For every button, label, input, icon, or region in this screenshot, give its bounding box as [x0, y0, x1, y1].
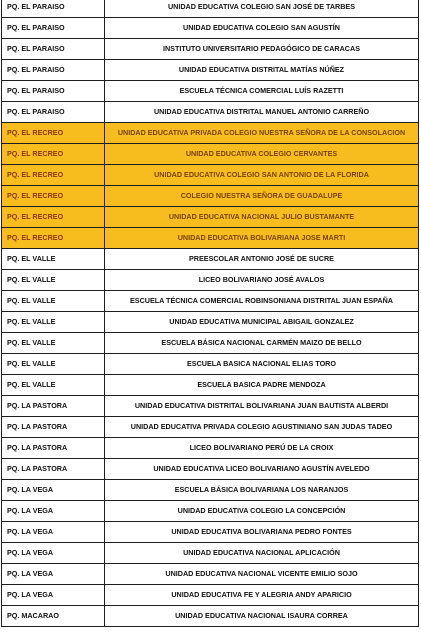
parish-cell: PQ. EL RECREO [2, 186, 105, 207]
school-table [1, 0, 419, 627]
parish-cell: PQ. EL RECREO [2, 207, 105, 228]
table-row [2, 228, 419, 249]
table-row [2, 354, 419, 375]
school-cell: UNIDAD EDUCATIVA LICEO BOLIVARIANO AGUSTÍN AVELEDO [105, 459, 419, 480]
table-row [2, 60, 419, 81]
parish-cell: PQ. EL RECREO [2, 144, 105, 165]
table-row [2, 522, 419, 543]
parish-cell: PQ. LA PASTORA [2, 438, 105, 459]
parish-cell: PQ. LA VEGA [2, 585, 105, 606]
parish-cell: PQ. LA PASTORA [2, 417, 105, 438]
table-row [2, 123, 419, 144]
school-cell: LICEO BOLIVARIANO PERÚ DE LA CROIX [105, 438, 419, 459]
school-cell: ESCUELA TÉCNICA COMERCIAL ROBINSONIANA DISTRITAL JUAN ESPAÑA [105, 291, 419, 312]
school-cell: UNIDAD EDUCATIVA COLEGIO LA CONCEPCIÓN [105, 501, 419, 522]
school-cell: ESCUELA BASICA NACIONAL ELIAS TORO [105, 354, 419, 375]
school-cell: PREESCOLAR ANTONIO JOSÉ DE SUCRE [105, 249, 419, 270]
parish-cell: PQ. MACARAO [2, 606, 105, 627]
school-cell: INSTITUTO UNIVERSITARIO PEDAGÓGICO DE CARACAS [105, 39, 419, 60]
parish-cell: PQ. EL VALLE [2, 270, 105, 291]
parish-cell: PQ. EL RECREO [2, 165, 105, 186]
school-cell: UNIDAD EDUCATIVA NACIONAL ISAURA CORREA [105, 606, 419, 627]
parish-cell: PQ. LA VEGA [2, 480, 105, 501]
parish-cell: PQ. LA VEGA [2, 501, 105, 522]
school-cell: UNIDAD EDUCATIVA PRIVADA COLEGIO AGUSTINIANO SAN JUDAS TADEO [105, 417, 419, 438]
table-row [2, 312, 419, 333]
table-row [2, 81, 419, 102]
parish-cell: PQ. EL PARAISO [2, 0, 105, 18]
school-cell: ESCUELA BÁSICA BOLIVARIANA LOS NARANJOS [105, 480, 419, 501]
parish-cell: PQ. LA VEGA [2, 522, 105, 543]
school-cell: UNIDAD EDUCATIVA DISTRITAL MANUEL ANTONIO CARREÑO [105, 102, 419, 123]
school-cell: UNIDAD EDUCATIVA MUNICIPAL ABIGAIL GONZALEZ [105, 312, 419, 333]
parish-cell: PQ. EL VALLE [2, 354, 105, 375]
school-cell: UNIDAD EDUCATIVA DISTRITAL BOLIVARIANA JUAN BAUTISTA ALBERDI [105, 396, 419, 417]
parish-cell: PQ. EL VALLE [2, 312, 105, 333]
school-cell: UNIDAD EDUCATIVA NACIONAL VICENTE EMILIO SOJO [105, 564, 419, 585]
parish-cell: PQ. LA PASTORA [2, 396, 105, 417]
table-row [2, 606, 419, 627]
table-row [2, 501, 419, 522]
parish-cell: PQ. EL RECREO [2, 228, 105, 249]
table-row [2, 417, 419, 438]
school-cell: UNIDAD EDUCATIVA COLEGIO SAN JOSÉ DE TARBES [105, 0, 419, 18]
parish-cell: PQ. LA VEGA [2, 543, 105, 564]
parish-cell: PQ. LA VEGA [2, 564, 105, 585]
table-row [2, 333, 419, 354]
school-cell: UNIDAD EDUCATIVA NACIONAL JULIO BUSTAMANTE [105, 207, 419, 228]
school-cell: UNIDAD EDUCATIVA BOLIVARIANA JOSE MARTI [105, 228, 419, 249]
table-row [2, 585, 419, 606]
school-cell: UNIDAD EDUCATIVA FE Y ALEGRIA ANDY APARICIO [105, 585, 419, 606]
school-cell: UNIDAD EDUCATIVA COLEGIO SAN AGUSTÍN [105, 18, 419, 39]
table-row [2, 249, 419, 270]
parish-cell: PQ. EL PARAISO [2, 39, 105, 60]
school-cell: UNIDAD EDUCATIVA NACIONAL APLICACIÓN [105, 543, 419, 564]
table-row [2, 438, 419, 459]
parish-cell: PQ. EL PARAISO [2, 81, 105, 102]
table-row [2, 102, 419, 123]
table-row [2, 375, 419, 396]
school-cell: UNIDAD EDUCATIVA COLEGIO SAN ANTONIO DE LA FLORIDA [105, 165, 419, 186]
parish-cell: PQ. EL PARAISO [2, 18, 105, 39]
school-cell: COLEGIO NUESTRA SEÑORA DE GUADALUPE [105, 186, 419, 207]
parish-cell: PQ. EL PARAISO [2, 102, 105, 123]
table-row [2, 396, 419, 417]
table-row [2, 0, 419, 18]
table-row [2, 186, 419, 207]
parish-cell: PQ. EL VALLE [2, 333, 105, 354]
school-cell: UNIDAD EDUCATIVA PRIVADA COLEGIO NUESTRA SEÑORA DE LA CONSOLACION [105, 123, 419, 144]
school-cell: UNIDAD EDUCATIVA DISTRITAL MATÍAS NÚÑEZ [105, 60, 419, 81]
parish-cell: PQ. EL PARAISO [2, 60, 105, 81]
table-row [2, 165, 419, 186]
table-row [2, 291, 419, 312]
table-row [2, 543, 419, 564]
school-cell: ESCUELA TÉCNICA COMERCIAL LUÍS RAZETTI [105, 81, 419, 102]
table-row [2, 18, 419, 39]
table-row [2, 270, 419, 291]
parish-cell: PQ. EL RECREO [2, 123, 105, 144]
table-row [2, 480, 419, 501]
table-row [2, 144, 419, 165]
school-cell: UNIDAD EDUCATIVA COLEGIO CERVANTES [105, 144, 419, 165]
parish-cell: PQ. EL VALLE [2, 291, 105, 312]
school-cell: ESCUELA BÁSICA NACIONAL CARMÉN MAIZO DE BELLO [105, 333, 419, 354]
parish-cell: PQ. LA PASTORA [2, 459, 105, 480]
school-cell: ESCUELA BASICA PADRE MENDOZA [105, 375, 419, 396]
table-row [2, 39, 419, 60]
school-cell: LICEO BOLIVARIANO JOSÉ AVALOS [105, 270, 419, 291]
table-row [2, 564, 419, 585]
school-table-body [2, 0, 419, 627]
parish-cell: PQ. EL VALLE [2, 375, 105, 396]
table-row [2, 207, 419, 228]
school-cell: UNIDAD EDUCATIVA BOLIVARIANA PEDRO FONTES [105, 522, 419, 543]
table-row [2, 459, 419, 480]
parish-cell: PQ. EL VALLE [2, 249, 105, 270]
